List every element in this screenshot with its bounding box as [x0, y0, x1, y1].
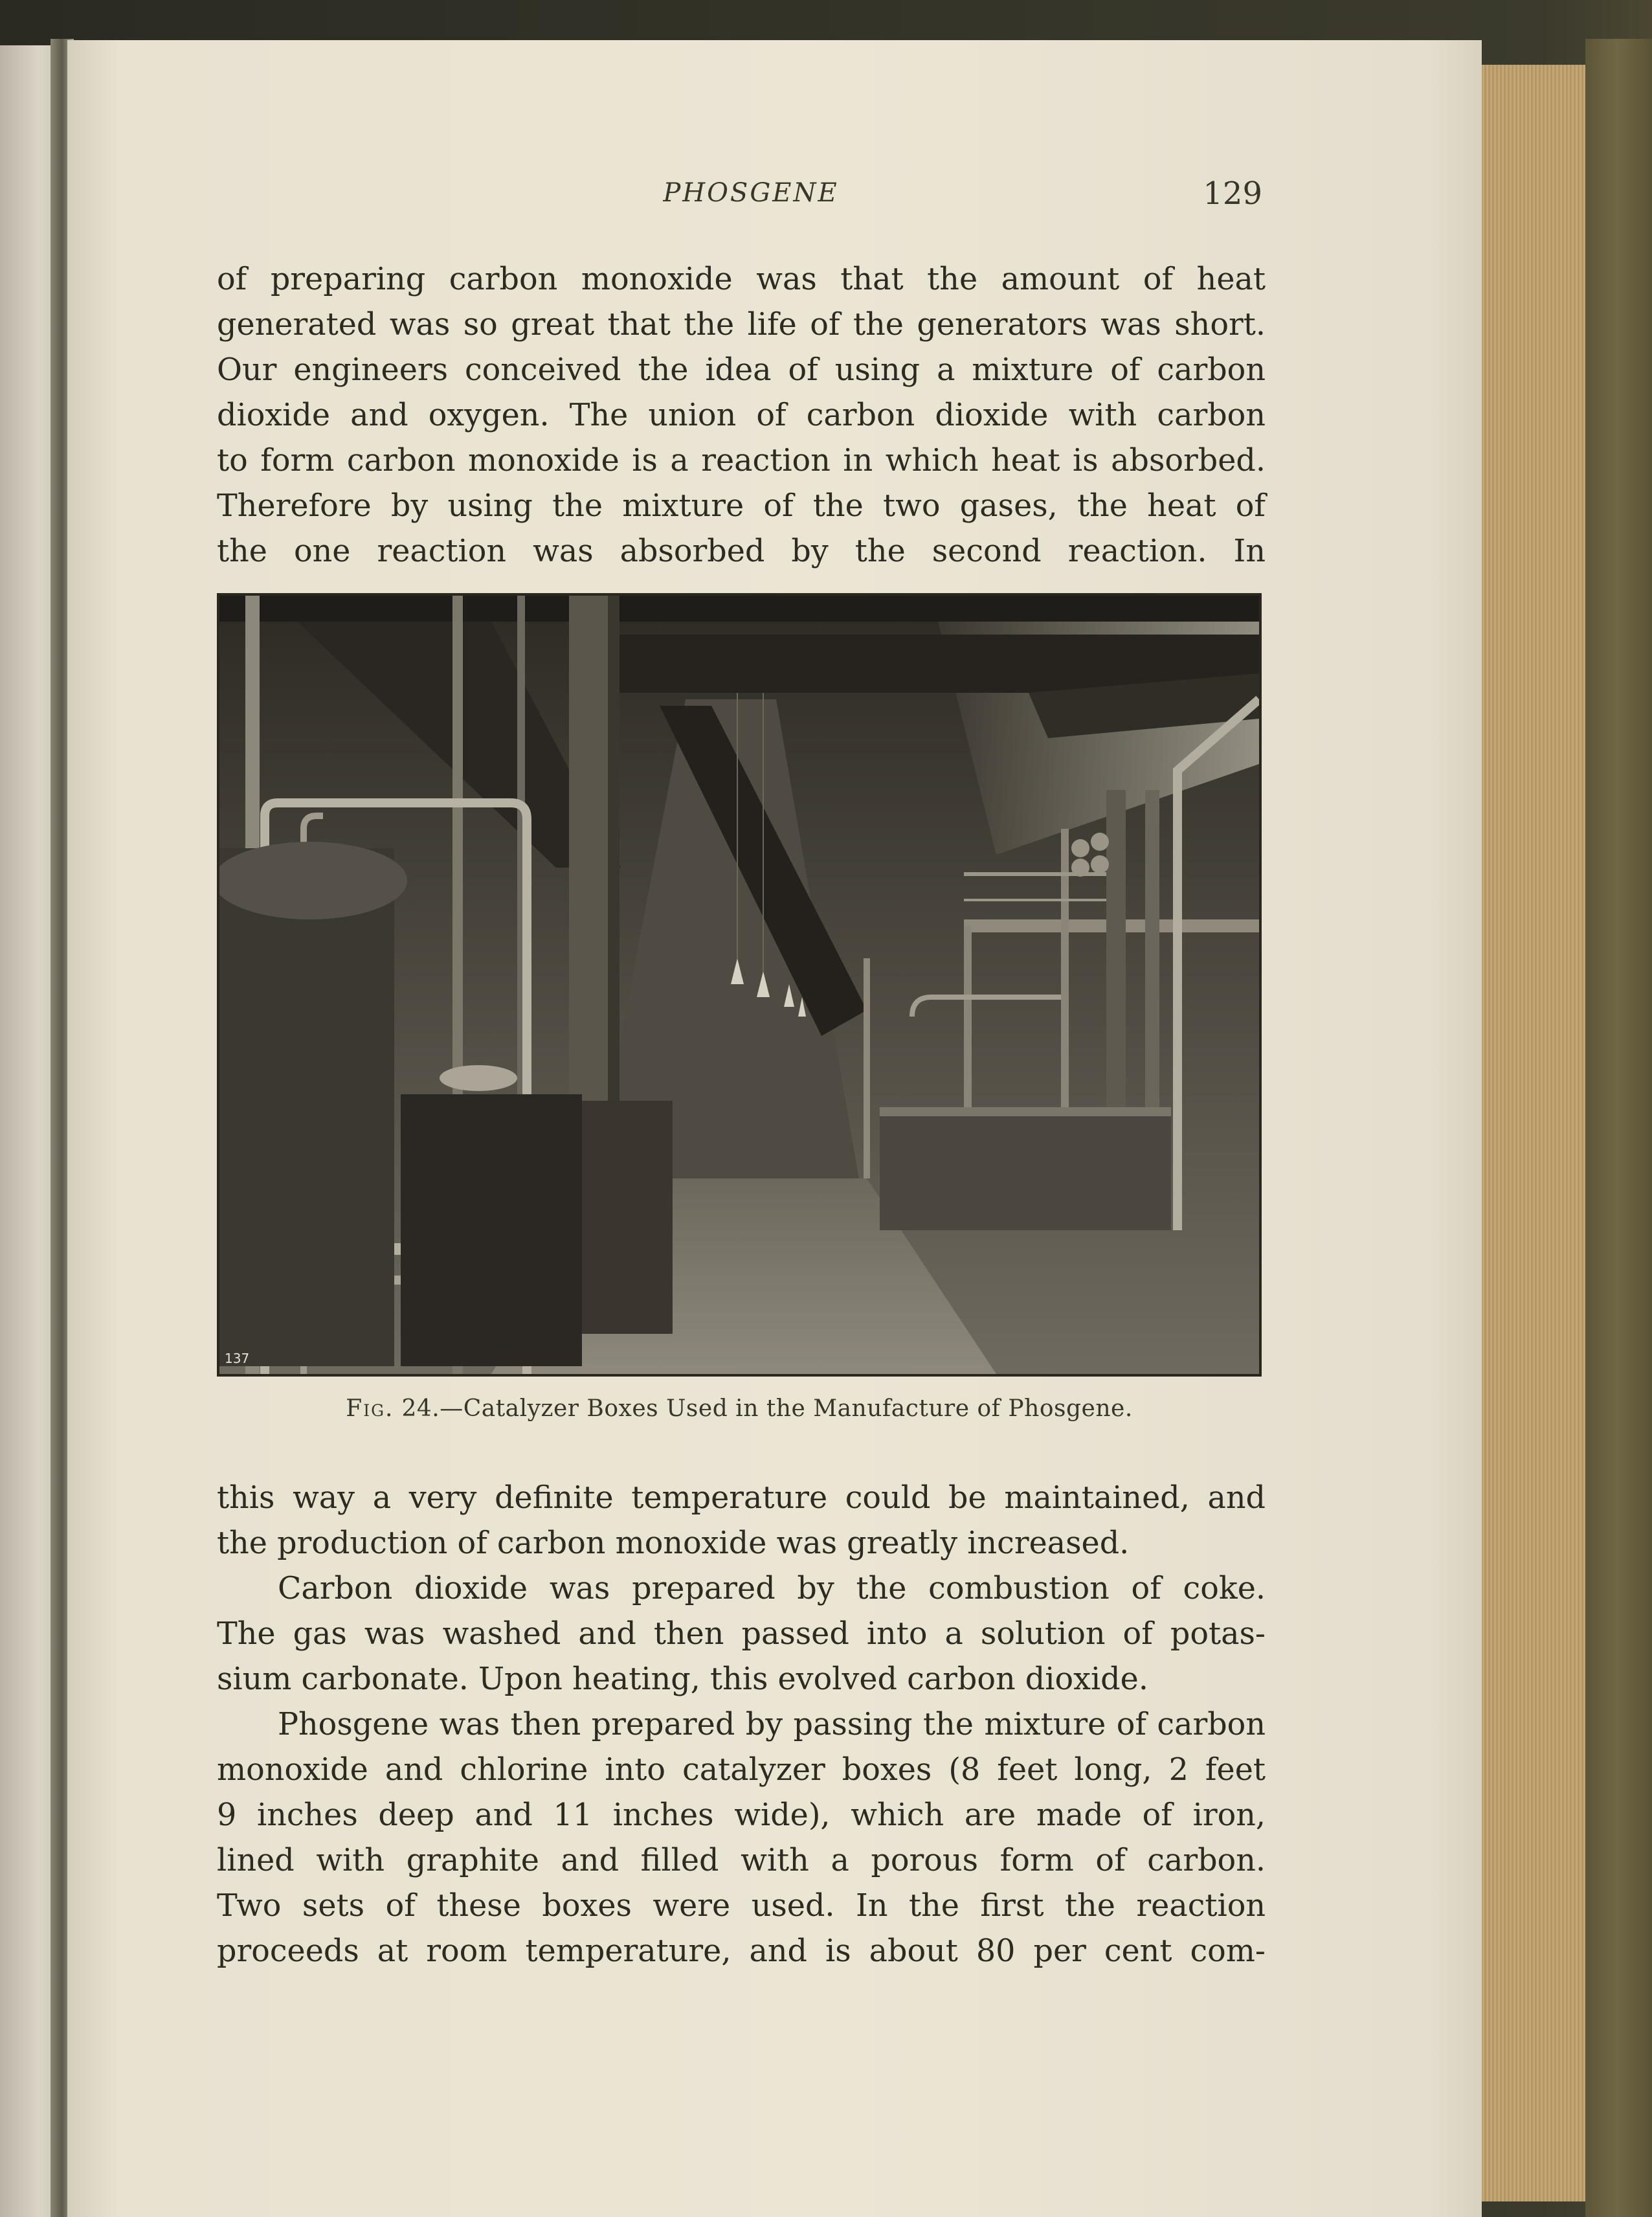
figure-photograph [217, 593, 1262, 1377]
text-line: Carbon dioxide was prepared by the combustion of coke. [278, 1571, 1266, 1606]
running-title: PHOSGENE [663, 178, 839, 208]
text-line: Two sets of these boxes were used. In the first the reaction [217, 1888, 1266, 1924]
text-line: The gas was washed and then passed into a solution of potas- [217, 1616, 1266, 1652]
text-line: of preparing carbon monoxide was that the amount of heat [217, 262, 1266, 297]
figure-caption [217, 1395, 1262, 1422]
book-cover-edge [1585, 39, 1652, 2217]
text-line: Our engineers conceived the idea of using a mixture of carbon [217, 352, 1266, 388]
text-line: this way a very definite temperature could be maintained, and [217, 1480, 1266, 1516]
page-number: 129 [1203, 175, 1262, 212]
figure-caption-text: 24.—Catalyzer Boxes Used in the Manufacture of Phosgene. [401, 1395, 1133, 1422]
text-line: to form carbon monoxide is a reaction in which heat is absorbed. [217, 443, 1266, 478]
text-line: the one reaction was absorbed by the second reaction. In [217, 534, 1266, 569]
text-line: the production of carbon monoxide was greatly increased. [217, 1525, 1130, 1561]
text-line: proceeds at room temperature, and is about 80 per cent com- [217, 1933, 1266, 1969]
text-line: lined with graphite and filled with a porous form of carbon. [217, 1843, 1266, 1878]
text-line: 9 inches deep and 11 inches wide), which are made of iron, [217, 1797, 1266, 1833]
running-head [0, 175, 1652, 217]
text-line: monoxide and chlorine into catalyzer boxes (8 feet long, 2 feet [217, 1752, 1266, 1788]
paragraph-top [217, 257, 1266, 574]
figure-caption-label: Fig. [346, 1395, 394, 1422]
text-line: Therefore by using the mixture of the two gases, the heat of [217, 488, 1266, 524]
factory-interior-photo [219, 596, 1259, 1374]
text-line: Phosgene was then prepared by passing the mixture of carbon [278, 1707, 1266, 1742]
book-fore-edge [1482, 65, 1585, 2201]
figure-corner-mark: 137 [225, 1351, 250, 1366]
text-line: generated was so great that the life of the generators was short. [217, 307, 1266, 343]
text-line: sium carbonate. Upon heating, this evolved carbon dioxide. [217, 1661, 1148, 1697]
paragraph-bottom [217, 1476, 1266, 1974]
text-line: dioxide and oxygen. The union of carbon dioxide with carbon [217, 398, 1266, 433]
